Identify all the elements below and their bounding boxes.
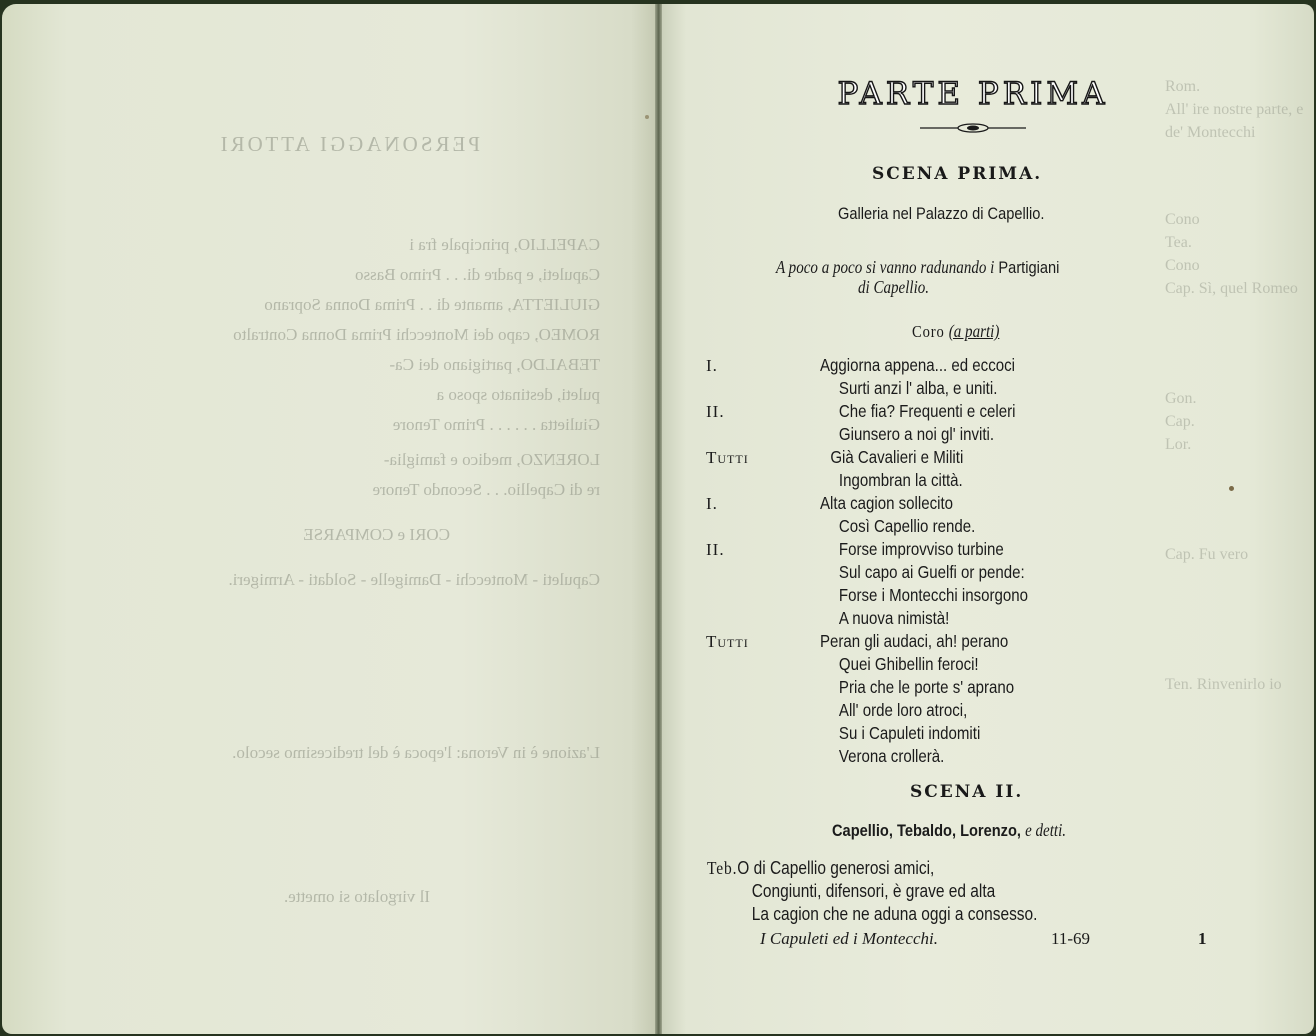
ghost-line: PERSONAGGI ATTORI (217, 132, 480, 156)
ghost-line: Cap. (1165, 413, 1195, 430)
footer-signature-code: 11-69 (1051, 929, 1091, 948)
ghost-line: Ten. Rinvenirlo io (1165, 676, 1282, 693)
verse-line: Alta cagion sollecito (820, 493, 954, 513)
part-title: PARTE PRIMA (837, 76, 1109, 112)
ghost-line: All' ire nostre parte, e de' Montecchi (1165, 101, 1304, 141)
verse-line: Su i Capuleti indomiti (838, 723, 981, 743)
stage-direction-partigiani: Partigiani (998, 258, 1060, 277)
verse-line: Ingombran la città. (838, 470, 963, 490)
ghost-line: LORENZO, medico e famiglia- (383, 450, 600, 469)
ghost-line: Gon. (1165, 390, 1197, 407)
speaker-label: I. (706, 356, 718, 375)
paper-spot (645, 115, 649, 119)
verse-line: Aggiorna appena... ed eccoci (820, 355, 1015, 375)
speech-line: La cagion che ne aduna oggi a consesso. (751, 904, 1038, 924)
paper-spot (1229, 486, 1234, 491)
verse-line: Che fia? Frequenti e celeri (838, 401, 1016, 421)
verse-line: Verona crollerà. (838, 746, 945, 766)
book-gutter (655, 4, 662, 1034)
ghost-line: CORI e COMPARSE (303, 525, 450, 544)
coro-word: Coro (912, 322, 945, 341)
speaker-label: I. (706, 494, 718, 513)
verse-line: Così Capellio rende. (838, 516, 976, 536)
speech-line-1 (707, 857, 1037, 880)
scene1-setting: Galleria nel Palazzo di Capellio. (838, 204, 1045, 223)
ghost-line: Cap. Fu vero (1165, 546, 1249, 563)
ghost-line: Cono (1165, 257, 1200, 274)
tebaldo-speech (707, 857, 1037, 926)
scene2-characters (832, 820, 1066, 841)
verse-line: Peran gli audaci, ah! perano (820, 631, 1009, 651)
verse-line: Pria che le porte s' aprano (838, 677, 1015, 697)
ghost-line: Tea. (1165, 234, 1192, 251)
right-page-bleedthrough (1165, 75, 1305, 935)
ghost-line: Il virgolato si omette. (283, 887, 430, 906)
ghost-line: re di Capellio. . . Secondo Tenore (372, 480, 600, 499)
speech-speaker: Teb. (707, 858, 738, 878)
verse-line: Forse i Montecchi insorgono (838, 585, 1028, 605)
speech-line: O di Capellio generosi amici, (737, 858, 935, 878)
ghost-line: CAPELLIO, principale fra i (409, 235, 600, 254)
speaker-label: Tutti (706, 448, 749, 467)
chorus-verse (820, 354, 1028, 768)
coro-italic: (a parti) (948, 321, 1000, 341)
speech-line: Congiunti, difensori, è grave ed alta (751, 881, 996, 901)
speaker-label: II. (706, 540, 725, 559)
ghost-line: L'azione è in Verona: l'epoca è del tredicesimo secolo. (232, 743, 600, 762)
ghost-line: Capuleti, e padre di. . . Primo Basso (354, 265, 600, 284)
footer-book-title: I Capuleti ed i Montecchi. (760, 929, 938, 948)
ghost-line: Lor. (1165, 436, 1192, 453)
verse-line: Sul capo ai Guelfi or pende: (838, 562, 1025, 582)
ghost-line: GIULIETTA, amante di . . Prima Donna Soprano (264, 295, 600, 314)
ghost-line: ROMEO, capo dei Montecchi Prima Donna Contralto (233, 325, 600, 344)
coro-label (912, 321, 999, 342)
ghost-line: Cap. Sì, quel Romeo (1165, 280, 1298, 297)
scene2-characters-italic: e detti. (1025, 820, 1067, 840)
scene1-title: SCENA PRIMA. (872, 164, 1043, 184)
verse-line: Surti anzi l' alba, e uniti. (838, 378, 998, 398)
ghost-line: Giulietta . . . . . . Primo Tenore (392, 415, 600, 434)
ghost-line: TEBALDO, partigiano dei Ca- (389, 355, 600, 374)
verse-line: A nuova nimistà! (838, 608, 950, 628)
ghost-line: Capuleti - Montecchi - Damigelle - Soldati - Armigeri. (228, 570, 600, 589)
stage-direction-italic: A poco a poco si vanno radunando i (776, 257, 995, 277)
scene2-title: SCENA II. (910, 782, 1024, 802)
stage-direction (776, 257, 1059, 278)
scene2-characters-names: Capellio, Tebaldo, Lorenzo, (832, 821, 1021, 840)
verse-line: Forse improvviso turbine (838, 539, 1004, 559)
verse-line: Quei Ghibellin feroci! (838, 654, 979, 674)
ghost-line: Rom. (1165, 78, 1201, 95)
page-number: 1 (1198, 929, 1207, 948)
left-page-bleedthrough (40, 120, 600, 920)
speaker-label: Tutti (706, 632, 749, 651)
stage-direction-line2: di Capellio. (858, 277, 930, 297)
verse-line: Già Cavalieri e Militi (830, 447, 964, 467)
verse-line: Giunsero a noi gl' inviti. (838, 424, 995, 444)
ghost-line: Cono (1165, 211, 1200, 228)
ghost-line: puleti, destinato sposo a (436, 385, 600, 404)
ornament-rule-icon (918, 122, 1028, 134)
speaker-label: II. (706, 402, 725, 421)
verse-line: All' orde loro atroci, (838, 700, 968, 720)
